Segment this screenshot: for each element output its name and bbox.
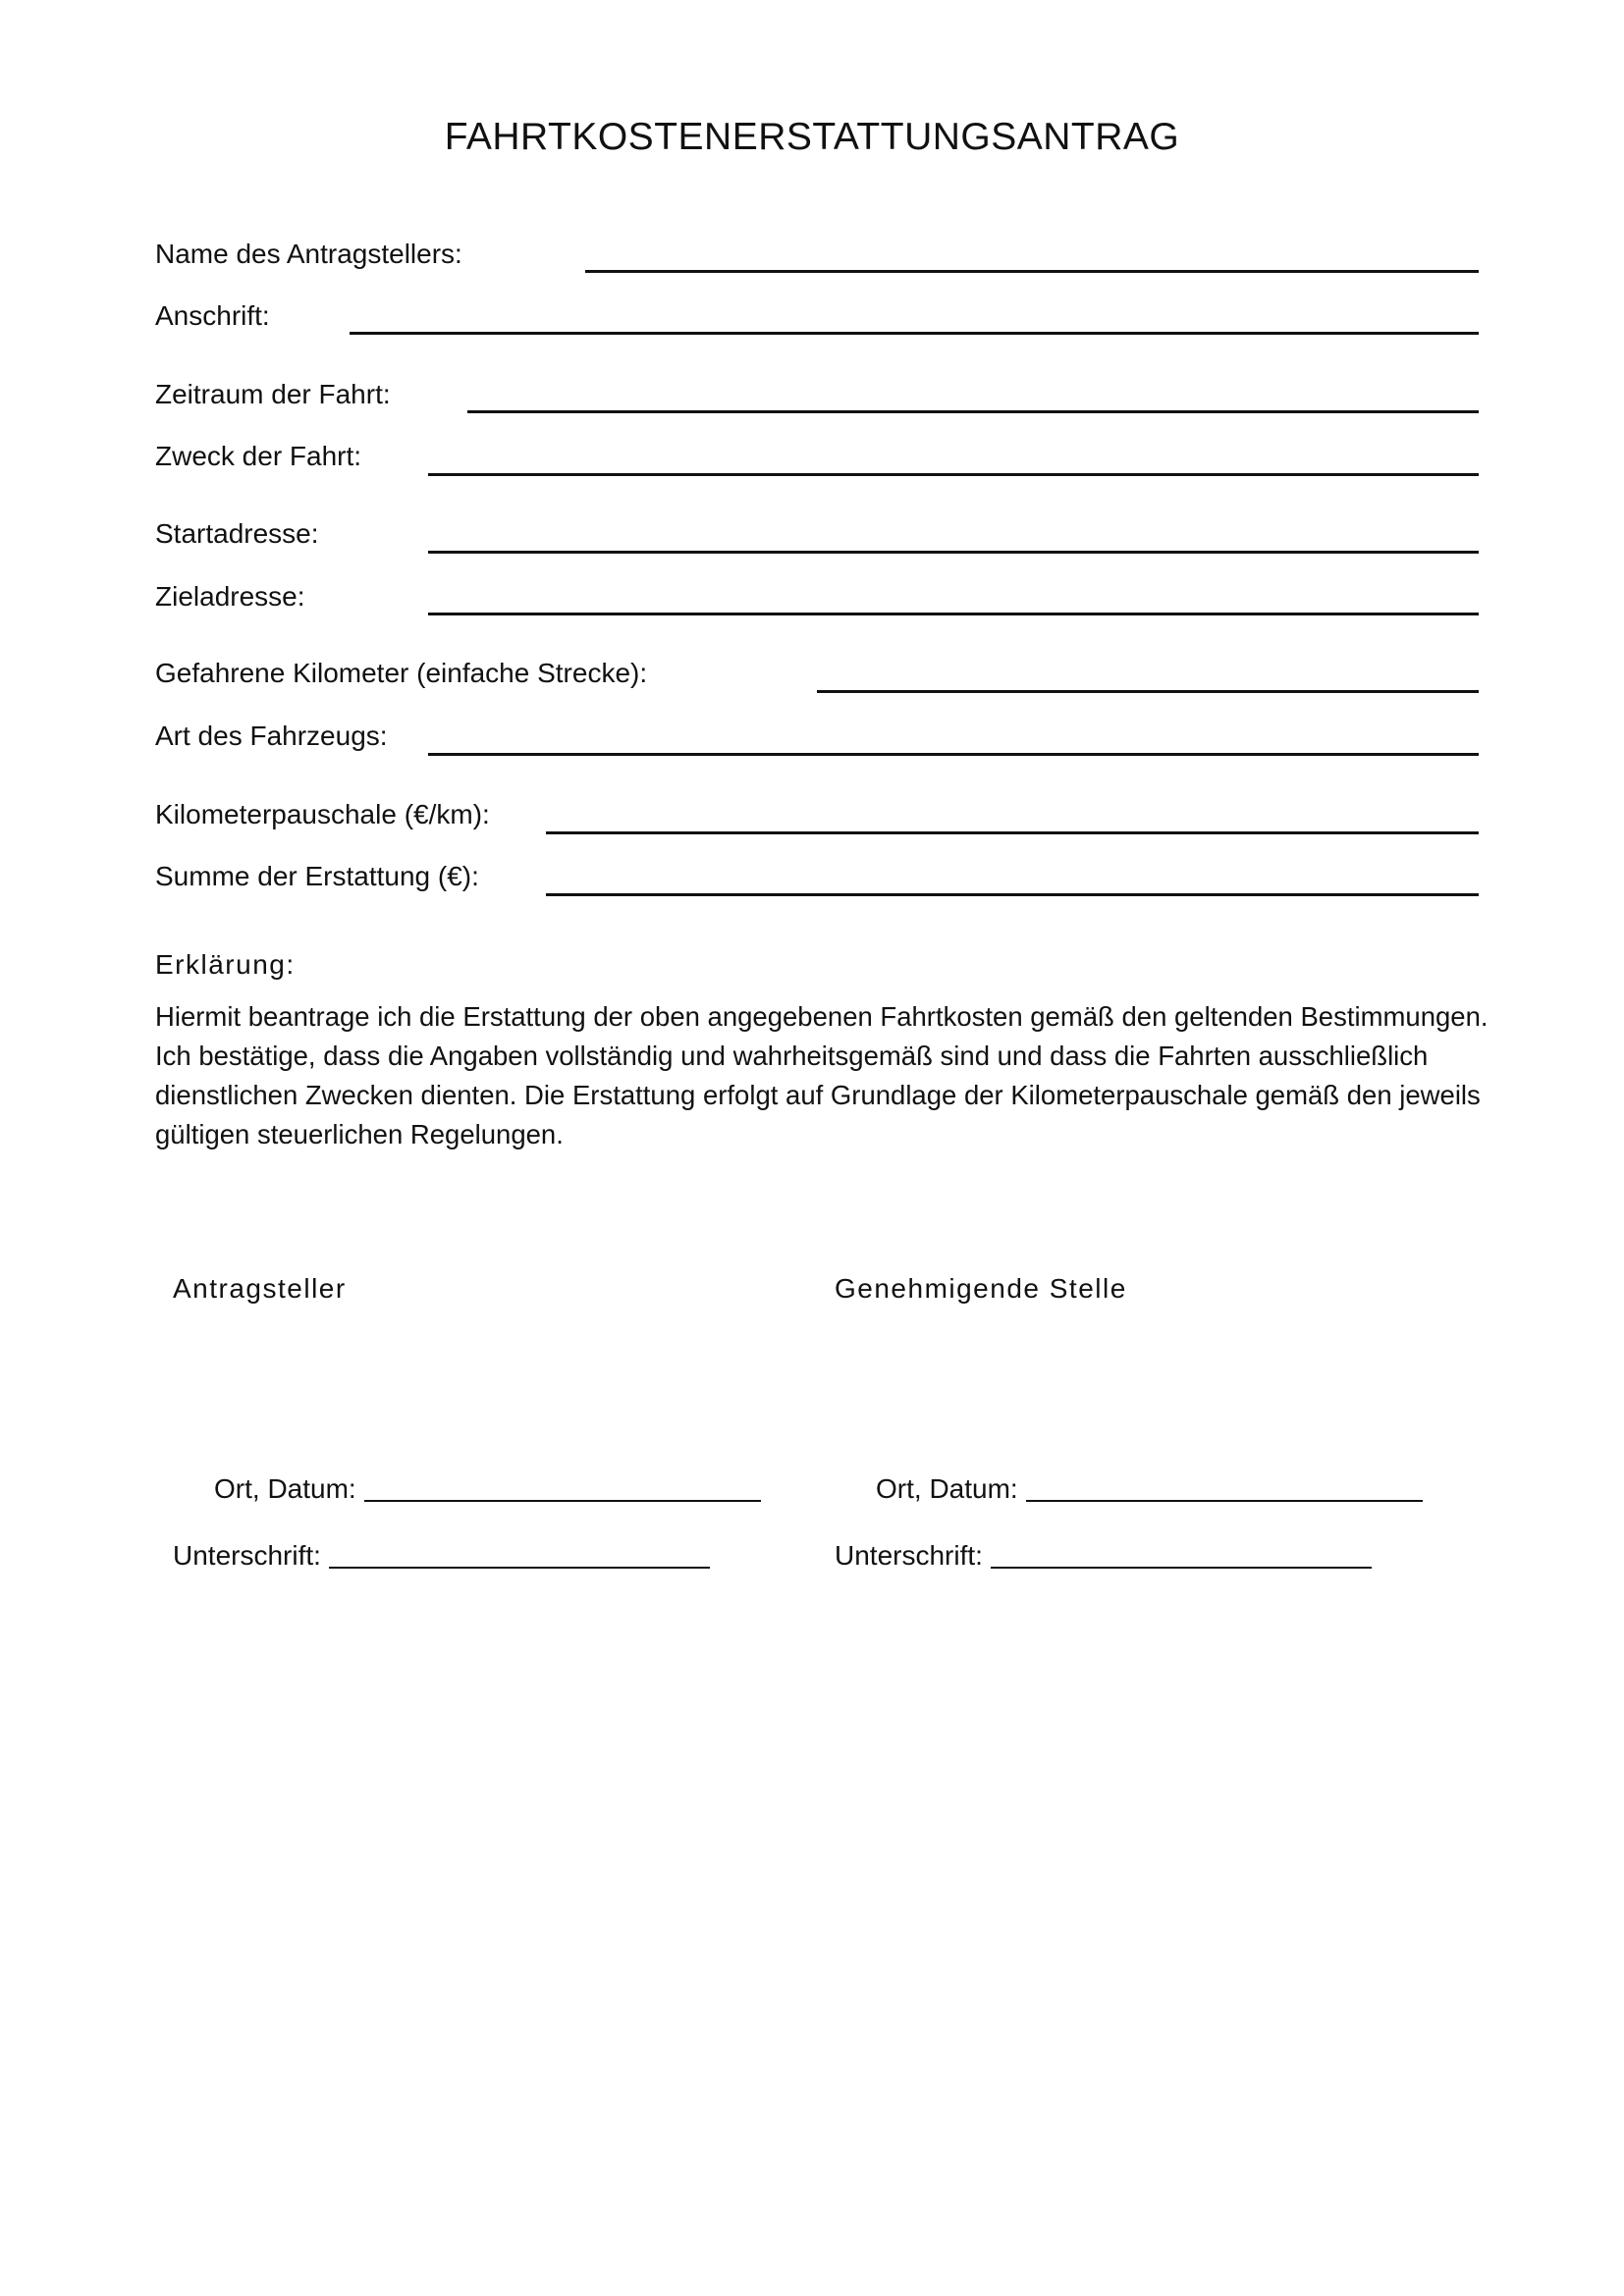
rate-input-line[interactable] xyxy=(546,831,1479,834)
rate-label: Kilometerpauschale (€/km): xyxy=(155,799,490,829)
applicant-signature-label: Unterschrift: xyxy=(173,1540,321,1571)
approver-signature-label: Unterschrift: xyxy=(835,1540,983,1571)
applicant-place-date-row xyxy=(214,1472,761,1506)
approver-place-date-field[interactable] xyxy=(1026,1474,1423,1502)
destination-label: Zieladresse: xyxy=(155,581,305,612)
start-address-input-line[interactable] xyxy=(428,551,1479,554)
applicant-place-date-field[interactable] xyxy=(364,1474,761,1502)
address-input-line[interactable] xyxy=(350,332,1479,335)
name-input-line[interactable] xyxy=(585,270,1479,273)
applicant-signature-field[interactable] xyxy=(329,1541,710,1569)
kilometers-label: Gefahrene Kilometer (einfache Strecke): xyxy=(155,658,648,688)
approver-heading: Genehmigende Stelle xyxy=(835,1273,1127,1304)
approver-place-date-label: Ort, Datum: xyxy=(876,1473,1018,1504)
name-label: Name des Antragstellers: xyxy=(155,239,462,269)
approver-signature-row xyxy=(835,1539,1372,1573)
approver-signature-field[interactable] xyxy=(991,1541,1372,1569)
document-title: FAHRTKOSTENERSTATTUNGSANTRAG xyxy=(444,116,1180,158)
declaration-heading: Erklärung: xyxy=(155,949,296,980)
applicant-heading: Antragsteller xyxy=(173,1273,347,1304)
purpose-input-line[interactable] xyxy=(428,473,1479,476)
purpose-label: Zweck der Fahrt: xyxy=(155,441,362,471)
applicant-place-date-label: Ort, Datum: xyxy=(214,1473,356,1504)
destination-input-line[interactable] xyxy=(428,613,1479,615)
start-address-label: Startadresse: xyxy=(155,518,319,549)
address-label: Anschrift: xyxy=(155,300,270,331)
kilometers-input-line[interactable] xyxy=(817,690,1479,693)
period-label: Zeitraum der Fahrt: xyxy=(155,379,391,409)
declaration-text: Hiermit beantrage ich die Erstattung der oben angegebenen Fahrtkosten gemäß den geltenden Bestimmungen. Ich bestätige, dass die Angaben vollständig und wahrheitsgemäß sind und dass die Fahrten ausschließlich dienstlichen Zwecken dienten. Die Erstattung erfolgt auf Grundlage der Kilometerpauschale gemäß den jeweils gültigen steuerlichen Regelungen. xyxy=(155,1001,1489,1149)
vehicle-label: Art des Fahrzeugs: xyxy=(155,721,388,751)
vehicle-input-line[interactable] xyxy=(428,753,1479,756)
approver-place-date-row xyxy=(876,1472,1423,1506)
period-input-line[interactable] xyxy=(467,410,1479,413)
total-input-line[interactable] xyxy=(546,893,1479,896)
applicant-signature-row xyxy=(173,1539,710,1573)
total-label: Summe der Erstattung (€): xyxy=(155,861,479,891)
